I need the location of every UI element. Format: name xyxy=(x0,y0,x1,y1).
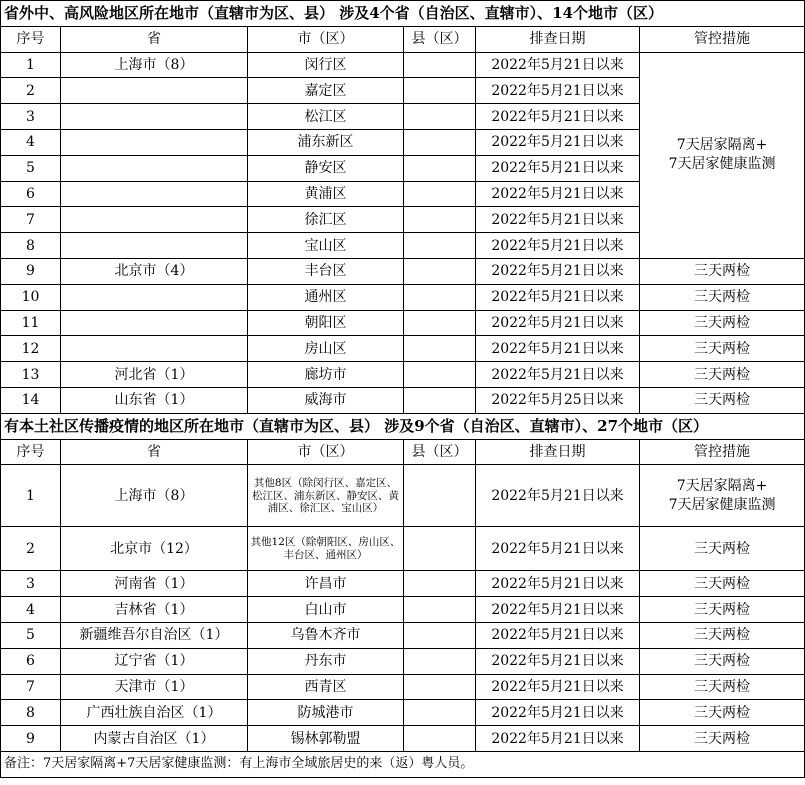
table-row xyxy=(1,387,805,413)
row-date: 2022年5月21日以来 xyxy=(476,674,640,700)
row-date: 2022年5月21日以来 xyxy=(476,284,640,310)
row-province xyxy=(61,78,248,104)
header-no: 序号 xyxy=(1,439,61,465)
row-province xyxy=(61,336,248,362)
row-no: 11 xyxy=(1,310,61,336)
row-date: 2022年5月21日以来 xyxy=(476,465,640,527)
note-row xyxy=(1,751,805,777)
row-province: 新疆维吾尔自治区（1） xyxy=(61,622,248,648)
header-county: 县（区） xyxy=(404,439,476,465)
row-county xyxy=(404,571,476,597)
row-no: 4 xyxy=(1,129,61,155)
header-measure: 管控措施 xyxy=(640,26,805,52)
row-date: 2022年5月21日以来 xyxy=(476,104,640,130)
table-row xyxy=(1,52,805,78)
row-measure: 三天两检 xyxy=(640,700,805,726)
row-province xyxy=(61,284,248,310)
row-county xyxy=(404,310,476,336)
row-measure: 三天两检 xyxy=(640,726,805,752)
row-date: 2022年5月21日以来 xyxy=(476,52,640,78)
header-no: 序号 xyxy=(1,26,61,52)
row-city: 威海市 xyxy=(248,387,404,413)
row-no: 13 xyxy=(1,362,61,388)
table-row xyxy=(1,465,805,527)
table-row xyxy=(1,336,805,362)
row-measure: 三天两检 xyxy=(640,527,805,571)
row-county xyxy=(404,597,476,623)
row-city: 防城港市 xyxy=(248,700,404,726)
row-no: 8 xyxy=(1,700,61,726)
header-province: 省 xyxy=(61,439,248,465)
section1-title: 省外中、高风险地区所在地市（直辖市为区、县） 涉及4个省（自治区、直辖市）、14个地市（区） xyxy=(1,1,805,27)
row-county xyxy=(404,52,476,78)
row-date: 2022年5月21日以来 xyxy=(476,527,640,571)
row-city: 丰台区 xyxy=(248,258,404,284)
row-province xyxy=(61,129,248,155)
row-province xyxy=(61,155,248,181)
row-no: 7 xyxy=(1,674,61,700)
row-city: 其他8区（除闵行区、嘉定区、松江区、浦东新区、静安区、黄浦区、徐汇区、宝山区） xyxy=(248,465,404,527)
row-province: 天津市（1） xyxy=(61,674,248,700)
row-no: 6 xyxy=(1,648,61,674)
row-city: 乌鲁木齐市 xyxy=(248,622,404,648)
row-province xyxy=(61,310,248,336)
row-measure-shanghai xyxy=(640,52,805,258)
row-city: 西青区 xyxy=(248,674,404,700)
row-date: 2022年5月21日以来 xyxy=(476,362,640,388)
row-no: 2 xyxy=(1,78,61,104)
row-province: 广西壮族自治区（1） xyxy=(61,700,248,726)
row-province: 山东省（1） xyxy=(61,387,248,413)
row-county xyxy=(404,258,476,284)
row-no: 10 xyxy=(1,284,61,310)
table-row xyxy=(1,284,805,310)
row-province: 内蒙古自治区（1） xyxy=(61,726,248,752)
row-measure: 三天两检 xyxy=(640,597,805,623)
row-date: 2022年5月21日以来 xyxy=(476,622,640,648)
table-row xyxy=(1,571,805,597)
row-date: 2022年5月21日以来 xyxy=(476,233,640,259)
row-no: 5 xyxy=(1,155,61,181)
row-county xyxy=(404,78,476,104)
header-date: 排查日期 xyxy=(476,439,640,465)
row-date: 2022年5月21日以来 xyxy=(476,597,640,623)
table-row xyxy=(1,648,805,674)
row-county xyxy=(404,465,476,527)
row-province: 河北省（1） xyxy=(61,362,248,388)
header-date: 排查日期 xyxy=(476,26,640,52)
measure-line1: 7天居家隔离+ xyxy=(676,477,768,494)
note-text: 备注：7天居家隔离+7天居家健康监测：有上海市全域旅居史的来（返）粤人员。 xyxy=(1,751,805,777)
section1-header-row xyxy=(1,26,805,52)
row-county xyxy=(404,362,476,388)
row-city: 徐汇区 xyxy=(248,207,404,233)
measure-line1: 7天居家隔离+ xyxy=(676,137,768,154)
row-city: 松江区 xyxy=(248,104,404,130)
table-row xyxy=(1,674,805,700)
row-county xyxy=(404,726,476,752)
section2-header-row xyxy=(1,439,805,465)
row-measure xyxy=(640,465,805,527)
row-province: 辽宁省（1） xyxy=(61,648,248,674)
row-county xyxy=(404,129,476,155)
row-city: 白山市 xyxy=(248,597,404,623)
row-city: 锡林郭勒盟 xyxy=(248,726,404,752)
row-county xyxy=(404,233,476,259)
row-city: 朝阳区 xyxy=(248,310,404,336)
table-row xyxy=(1,726,805,752)
row-no: 8 xyxy=(1,233,61,259)
row-date: 2022年5月21日以来 xyxy=(476,726,640,752)
row-no: 4 xyxy=(1,597,61,623)
row-city: 许昌市 xyxy=(248,571,404,597)
row-province xyxy=(61,104,248,130)
row-city: 通州区 xyxy=(248,284,404,310)
row-measure: 三天两检 xyxy=(640,362,805,388)
row-city: 嘉定区 xyxy=(248,78,404,104)
row-province: 北京市（4） xyxy=(61,258,248,284)
table-row xyxy=(1,310,805,336)
row-county xyxy=(404,674,476,700)
row-city: 廊坊市 xyxy=(248,362,404,388)
header-city: 市（区） xyxy=(248,26,404,52)
row-date: 2022年5月21日以来 xyxy=(476,700,640,726)
row-province xyxy=(61,207,248,233)
row-date: 2022年5月21日以来 xyxy=(476,181,640,207)
row-county xyxy=(404,648,476,674)
row-city: 浦东新区 xyxy=(248,129,404,155)
table-row xyxy=(1,700,805,726)
row-no: 12 xyxy=(1,336,61,362)
table-row xyxy=(1,362,805,388)
row-city: 丹东市 xyxy=(248,648,404,674)
row-city: 宝山区 xyxy=(248,233,404,259)
row-no: 1 xyxy=(1,52,61,78)
row-province xyxy=(61,181,248,207)
row-county xyxy=(404,181,476,207)
row-date: 2022年5月25日以来 xyxy=(476,387,640,413)
table-row xyxy=(1,622,805,648)
header-city: 市（区） xyxy=(248,439,404,465)
row-no: 9 xyxy=(1,258,61,284)
row-no: 3 xyxy=(1,571,61,597)
row-city: 黄浦区 xyxy=(248,181,404,207)
row-date: 2022年5月21日以来 xyxy=(476,336,640,362)
row-measure: 三天两检 xyxy=(640,571,805,597)
measure-line2: 7天居家健康监测 xyxy=(668,496,776,513)
row-province xyxy=(61,233,248,259)
table-row xyxy=(1,597,805,623)
row-province: 河南省（1） xyxy=(61,571,248,597)
row-no: 6 xyxy=(1,181,61,207)
row-no: 9 xyxy=(1,726,61,752)
row-province: 北京市（12） xyxy=(61,527,248,571)
row-county xyxy=(404,207,476,233)
row-measure: 三天两检 xyxy=(640,648,805,674)
row-county xyxy=(404,527,476,571)
row-measure: 三天两检 xyxy=(640,622,805,648)
row-date: 2022年5月21日以来 xyxy=(476,258,640,284)
row-city: 房山区 xyxy=(248,336,404,362)
row-measure: 三天两检 xyxy=(640,258,805,284)
row-measure: 三天两检 xyxy=(640,336,805,362)
header-province: 省 xyxy=(61,26,248,52)
row-date: 2022年5月21日以来 xyxy=(476,129,640,155)
row-date: 2022年5月21日以来 xyxy=(476,310,640,336)
row-measure: 三天两检 xyxy=(640,674,805,700)
row-city: 闵行区 xyxy=(248,52,404,78)
measure-line2: 7天居家健康监测 xyxy=(668,156,776,173)
row-no: 14 xyxy=(1,387,61,413)
section1-title-row xyxy=(1,1,805,27)
header-county: 县（区） xyxy=(404,26,476,52)
row-date: 2022年5月21日以来 xyxy=(476,155,640,181)
table-row xyxy=(1,527,805,571)
row-county xyxy=(404,284,476,310)
row-city: 其他12区（除朝阳区、房山区、丰台区、通州区） xyxy=(248,527,404,571)
row-no: 2 xyxy=(1,527,61,571)
row-measure: 三天两检 xyxy=(640,310,805,336)
header-measure: 管控措施 xyxy=(640,439,805,465)
row-no: 3 xyxy=(1,104,61,130)
row-county xyxy=(404,622,476,648)
row-measure: 三天两检 xyxy=(640,284,805,310)
row-date: 2022年5月21日以来 xyxy=(476,78,640,104)
row-province: 上海市（8） xyxy=(61,52,248,78)
row-no: 1 xyxy=(1,465,61,527)
row-measure: 三天两检 xyxy=(640,387,805,413)
row-province: 吉林省（1） xyxy=(61,597,248,623)
row-county xyxy=(404,700,476,726)
row-city: 静安区 xyxy=(248,155,404,181)
row-county xyxy=(404,387,476,413)
row-county xyxy=(404,336,476,362)
row-date: 2022年5月21日以来 xyxy=(476,648,640,674)
row-province: 上海市（8） xyxy=(61,465,248,527)
row-no: 7 xyxy=(1,207,61,233)
row-date: 2022年5月21日以来 xyxy=(476,207,640,233)
row-county xyxy=(404,155,476,181)
row-no: 5 xyxy=(1,622,61,648)
section2-title-row xyxy=(1,413,805,439)
row-county xyxy=(404,104,476,130)
row-date: 2022年5月21日以来 xyxy=(476,571,640,597)
section2-title: 有本土社区传播疫情的地区所在地市（直辖市为区、县） 涉及9个省（自治区、直辖市）、27个地市（区） xyxy=(1,413,805,439)
table-row xyxy=(1,258,805,284)
